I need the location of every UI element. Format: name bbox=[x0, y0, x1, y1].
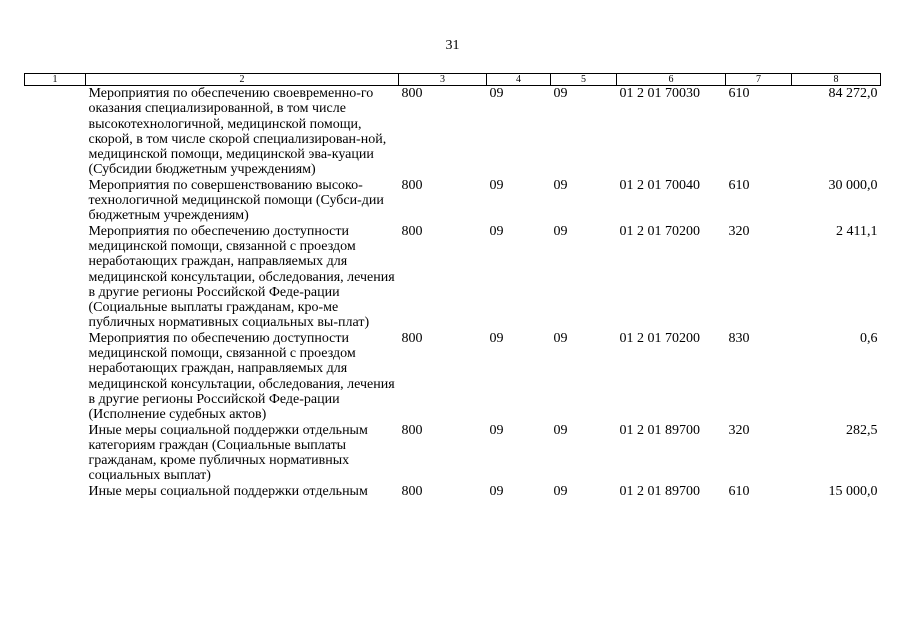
target-article-cell: 01 2 01 70030 bbox=[619, 86, 700, 101]
expense-type-cell: 320 bbox=[728, 422, 750, 438]
target-article-cell: 01 2 01 89700 bbox=[619, 483, 700, 499]
column-header-8: 8 bbox=[792, 74, 881, 86]
column-header-7: 7 bbox=[726, 74, 792, 86]
table-row bbox=[25, 224, 881, 331]
target-article-cell: 01 2 01 70200 bbox=[619, 330, 700, 346]
description-cell: Иные меры социальной поддержки отдельным bbox=[88, 483, 368, 499]
table-row bbox=[25, 178, 881, 224]
ministry-code-cell: 800 bbox=[401, 223, 423, 239]
table-row bbox=[25, 331, 881, 423]
row-number-cell bbox=[25, 331, 86, 423]
expense-type-cell: 830 bbox=[728, 330, 750, 346]
ministry-code-cell: 800 bbox=[401, 86, 423, 101]
description-cell: Иные меры социальной поддержки отдельным категориям граждан (Социальные выплаты гражданам, кроме публичных нормативных социальных выплат) bbox=[88, 422, 368, 484]
ministry-code-cell: 800 bbox=[401, 330, 423, 346]
amount-cell: 84 272,0 bbox=[828, 86, 878, 101]
amount-cell: 30 000,0 bbox=[828, 177, 878, 193]
table-row bbox=[25, 484, 881, 499]
description-cell: Мероприятия по обеспечению доступности медицинской помощи, связанной с проездом неработающих граждан, направляемых для медицинской консультации, обследования, лечения в другие регионы Российской Феде-рации (Социальные выплаты гражданам, кро-ме публичных нормативных социальных вы-плат) bbox=[88, 223, 395, 331]
section-code-cell: 09 bbox=[489, 177, 504, 193]
ministry-code-cell: 800 bbox=[401, 483, 423, 499]
column-header-5: 5 bbox=[551, 74, 617, 86]
expense-type-cell: 610 bbox=[728, 177, 750, 193]
subsection-code-cell: 09 bbox=[553, 330, 568, 346]
column-header-6: 6 bbox=[617, 74, 726, 86]
table-body bbox=[25, 86, 881, 500]
row-number-cell bbox=[25, 86, 86, 178]
section-code-cell: 09 bbox=[489, 483, 504, 499]
ministry-code-cell: 800 bbox=[401, 422, 423, 438]
column-header-4: 4 bbox=[487, 74, 551, 86]
description-cell: Мероприятия по обеспечению доступности медицинской помощи, связанной с проездом неработающих граждан, направляемых для медицинской консультации, обследования, лечения в другие регионы Российской Феде-рации (Исполнение судебных актов) bbox=[88, 330, 395, 423]
subsection-code-cell: 09 bbox=[553, 483, 568, 499]
ministry-code-cell: 800 bbox=[401, 177, 423, 193]
amount-cell: 282,5 bbox=[846, 422, 878, 438]
column-header-3: 3 bbox=[399, 74, 487, 86]
amount-cell: 15 000,0 bbox=[828, 483, 878, 499]
row-number-cell bbox=[25, 423, 86, 484]
row-number-cell bbox=[25, 178, 86, 224]
amount-cell: 0,6 bbox=[860, 330, 878, 346]
section-code-cell: 09 bbox=[489, 422, 504, 438]
budget-table bbox=[24, 73, 881, 499]
section-code-cell: 09 bbox=[489, 330, 504, 346]
table-row bbox=[25, 86, 881, 178]
table-row bbox=[25, 423, 881, 484]
column-header-2: 2 bbox=[86, 74, 399, 86]
expense-type-cell: 320 bbox=[728, 223, 750, 239]
amount-cell: 2 411,1 bbox=[836, 223, 878, 239]
subsection-code-cell: 09 bbox=[553, 177, 568, 193]
target-article-cell: 01 2 01 89700 bbox=[619, 422, 700, 438]
header-row bbox=[25, 74, 881, 86]
row-number-cell bbox=[25, 224, 86, 331]
section-code-cell: 09 bbox=[489, 223, 504, 239]
subsection-code-cell: 09 bbox=[553, 422, 568, 438]
section-code-cell: 09 bbox=[489, 86, 504, 101]
subsection-code-cell: 09 bbox=[553, 223, 568, 239]
row-number-cell bbox=[25, 484, 86, 499]
description-cell: Мероприятия по совершенствованию высоко-технологичной медицинской помощи (Субси-дии бюджетным учреждениям) bbox=[88, 177, 384, 224]
column-header-1: 1 bbox=[25, 74, 86, 86]
target-article-cell: 01 2 01 70040 bbox=[619, 177, 700, 193]
expense-type-cell: 610 bbox=[728, 483, 750, 499]
page-number: 31 bbox=[445, 38, 460, 53]
expense-type-cell: 610 bbox=[728, 86, 750, 101]
description-cell: Мероприятия по обеспечению своевременно-го оказания специализированной, в том числе высокотехнологичной, медицинской помощи, скорой, в том числе скорой специализирован-ной, медицинской помощи, медицинской эва-куации (Субсидии бюджетным учреждениям) bbox=[88, 86, 387, 178]
target-article-cell: 01 2 01 70200 bbox=[619, 223, 700, 239]
table-header bbox=[25, 74, 881, 86]
subsection-code-cell: 09 bbox=[553, 86, 568, 101]
